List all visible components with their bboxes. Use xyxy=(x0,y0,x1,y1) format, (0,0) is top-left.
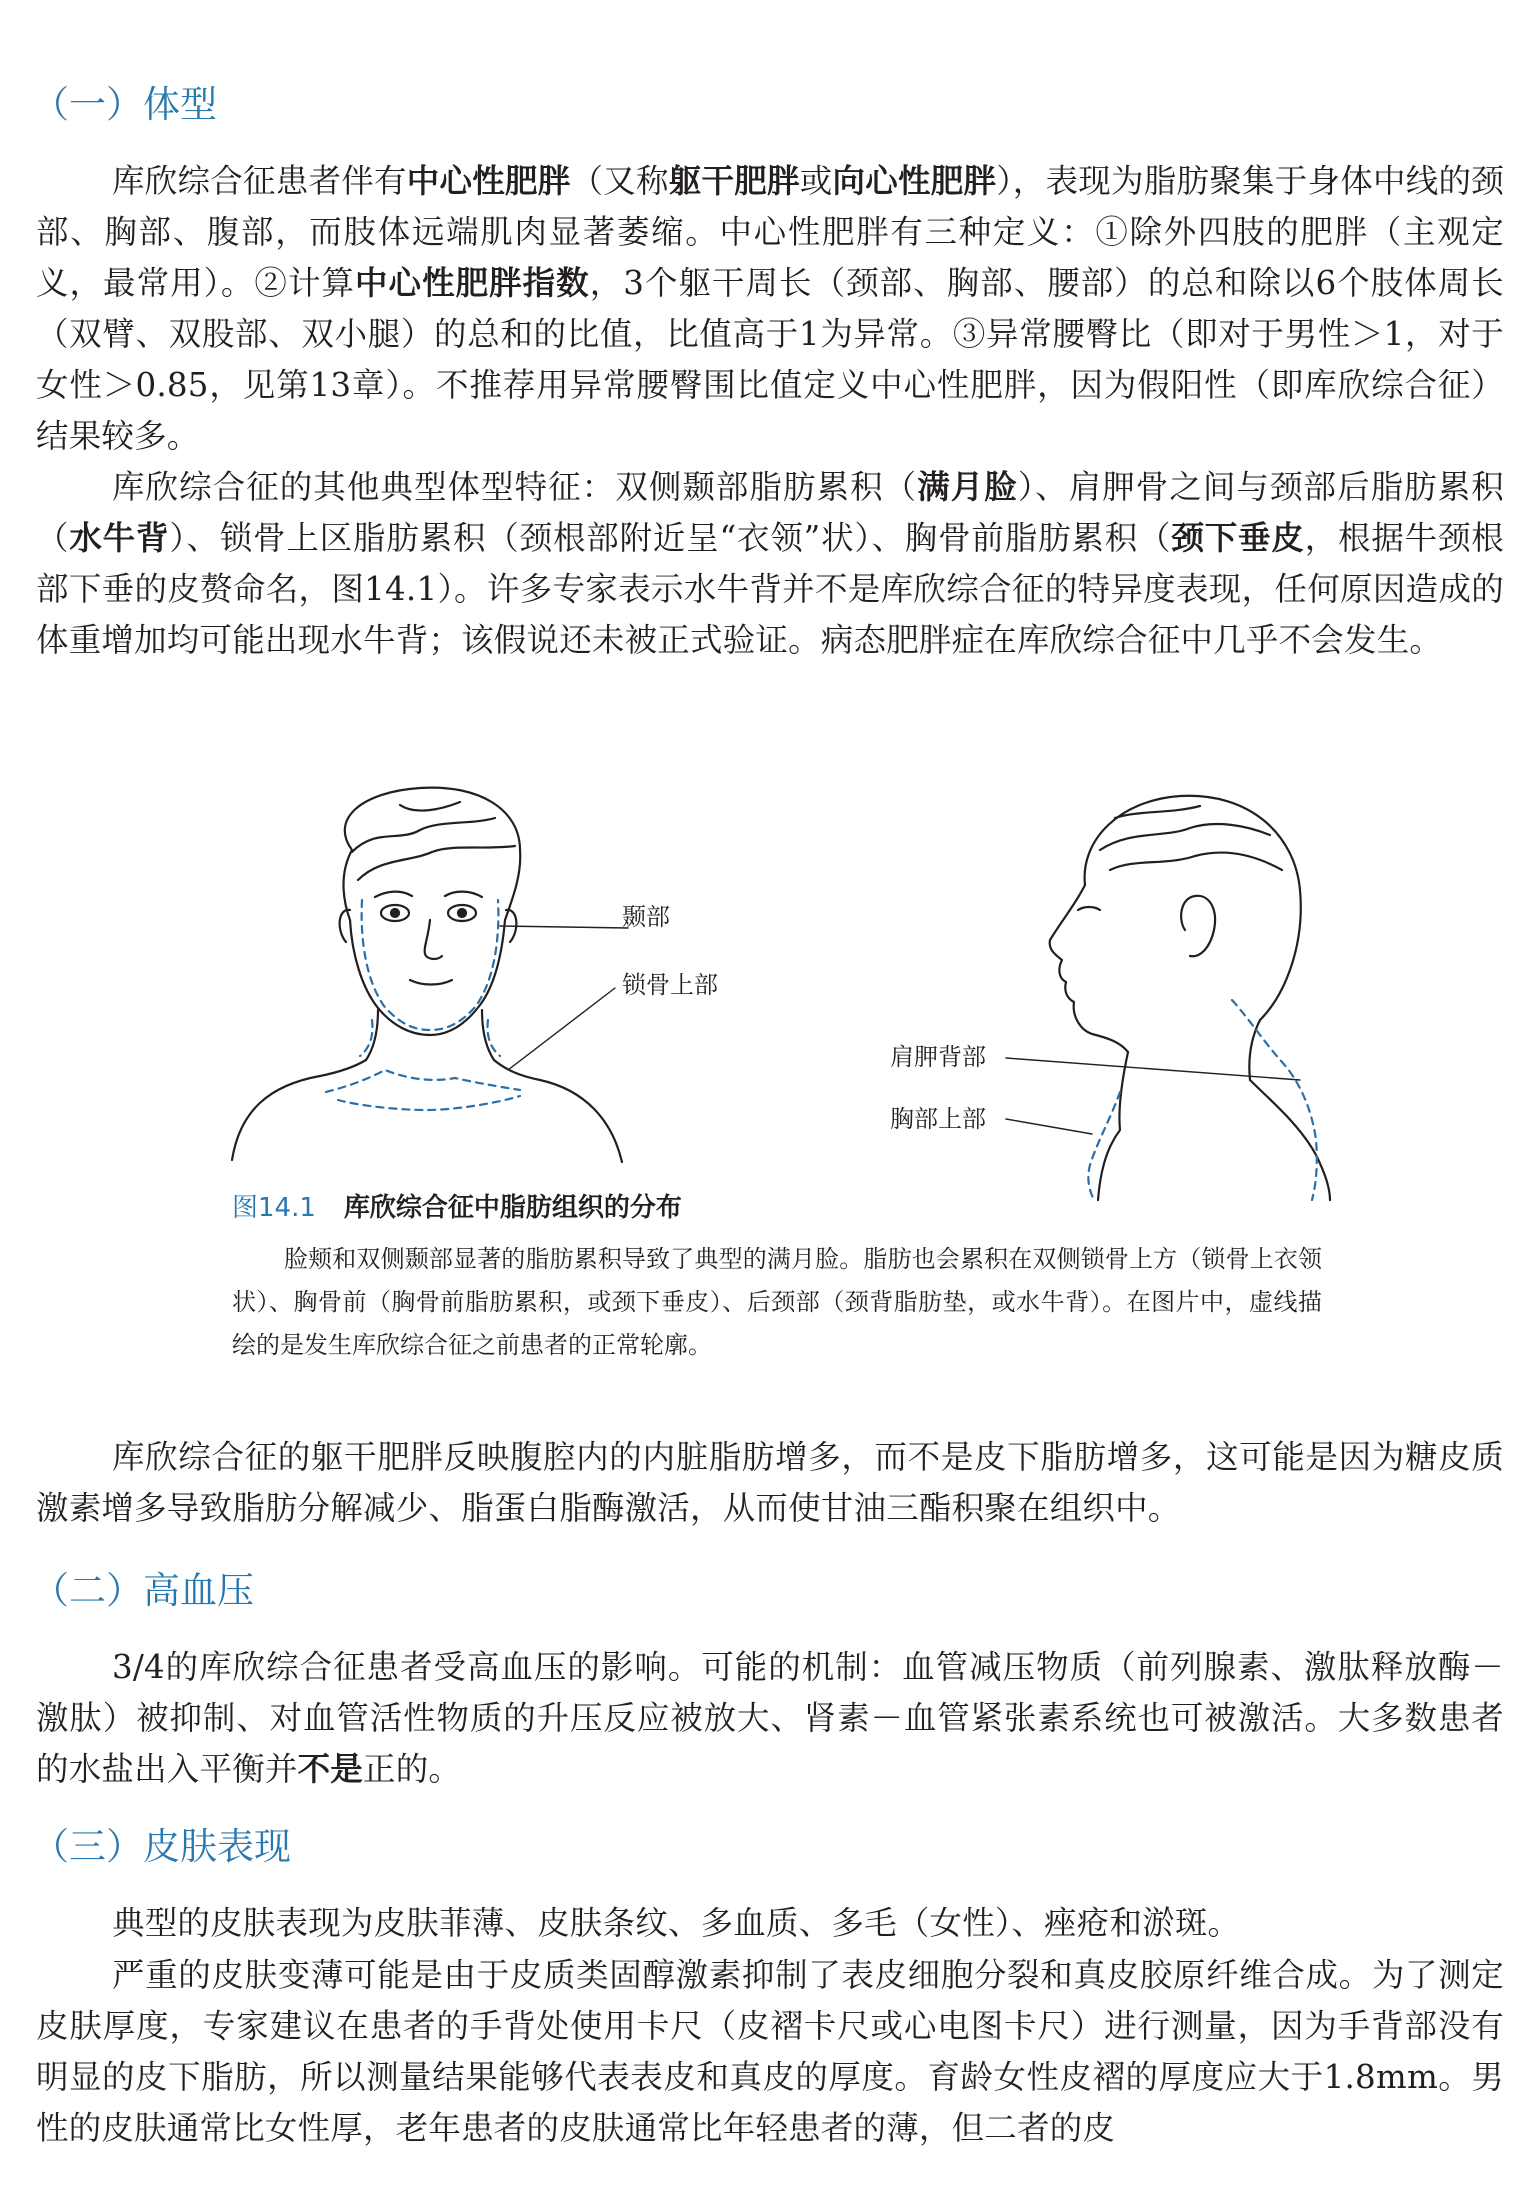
side-dashed-back xyxy=(1232,1000,1317,1200)
cushing-illustration xyxy=(0,780,1536,1240)
front-head-outline xyxy=(344,788,521,1035)
figure-fat-distribution xyxy=(0,780,1536,1240)
front-mouth xyxy=(410,980,452,985)
section-heading-body-type: （一）体型 xyxy=(32,83,217,126)
side-hair xyxy=(1100,806,1282,870)
paragraph-skin-typical: 典型的皮肤表现为皮肤菲薄、皮肤条纹、多血质、多毛（女性）、痤疮和淤斑。 xyxy=(112,1904,1241,1942)
label-temporal: 颞部 xyxy=(622,903,670,931)
figure-number: 图14.1 xyxy=(232,1193,316,1223)
leader-chest xyxy=(1006,1119,1092,1134)
figure-caption-body: 脸颊和双侧颞部显著的脂肪累积导致了典型的满月脸。脂肪也会累积在双侧锁骨上方（锁骨上衣领状）、胸骨前（胸骨前脂肪累积，或颈下垂皮）、后颈部（颈背脂肪垫，或水牛背）。在图片中，虚线描绘的是发生库欣综合征之前患者的正常轮廓。 xyxy=(232,1245,1322,1359)
side-eye xyxy=(1078,907,1100,910)
paragraph-trunk-obesity: 库欣综合征的躯干肥胖反映腹腔内的内脏脂肪增多，而不是皮下脂肪增多，这可能是因为糖皮质激素增多导致脂肪分解减少、脂蛋白脂酶激活，从而使甘油三酯积聚在组织中。 xyxy=(36,1438,1504,1527)
leader-temporal xyxy=(500,926,628,928)
eyebrows xyxy=(375,892,482,897)
paragraph-body-features: 库欣综合征的其他典型体型特征：双侧颞部脂肪累积（满月脸）、肩胛骨之间与颈部后脂肪累积（水牛背）、锁骨上区脂肪累积（颈根部附近呈“衣领”状）、胸骨前脂肪累积（颈下垂皮，根据牛颈根部下垂的皮赘命名，图14.1）。许多专家表示水牛背并不是库欣综合征的特异度表现，任何原因造成的体重增加均可能出现水牛背；该假说还未被正式验证。病态肥胖症在库欣综合征中几乎不会发生。 xyxy=(36,468,1505,659)
leader-scapular xyxy=(1006,1058,1300,1080)
side-ear xyxy=(1181,896,1215,956)
paragraph-hypertension: 3/4的库欣综合征患者受高血压的影响。可能的机制：血管减压物质（前列腺素、激肽释放酶－激肽）被抑制、对血管活性物质的升压反应被放大、肾素－血管紧张素系统也可被激活。大多数患者的水盐出入平衡并不是正的。 xyxy=(36,1648,1504,1788)
label-upper-chest: 胸部上部 xyxy=(890,1105,986,1133)
section-heading-skin: （三）皮肤表现 xyxy=(32,1825,291,1868)
figure-caption-title xyxy=(232,1190,682,1226)
side-back xyxy=(1250,1080,1330,1200)
side-head-outline xyxy=(1085,796,1301,1080)
paragraph-skin-thinning: 严重的皮肤变薄可能是由于皮质类固醇激素抑制了表皮细胞分裂和真皮胶原纤维合成。为了测定皮肤厚度，专家建议在患者的手背处使用卡尺（皮褶卡尺或心电图卡尺）进行测量，因为手背部没有明显的皮下脂肪，所以测量结果能够代表表皮和真皮的厚度。育龄女性皮褶的厚度应大于1.8mm。男性的皮肤通常比女性厚，老年患者的皮肤通常比年轻患者的薄，但二者的皮 xyxy=(36,1956,1504,2147)
section-heading-hypertension: （二）高血压 xyxy=(32,1569,254,1612)
front-nose xyxy=(425,920,442,959)
front-shoulders xyxy=(232,1060,622,1162)
label-supraclavicular: 锁骨上部 xyxy=(622,971,718,999)
leader-supraclavicular xyxy=(508,988,615,1070)
side-neck-front xyxy=(1098,1052,1128,1200)
side-face-profile xyxy=(1050,885,1128,1052)
figure-title: 库欣综合征中脂肪组织的分布 xyxy=(343,1193,682,1223)
label-scapular-back: 肩胛背部 xyxy=(890,1043,986,1071)
front-hair-lines xyxy=(352,802,515,880)
paragraph-central-obesity: 库欣综合征患者伴有中心性肥胖（又称躯干肥胖或向心性肥胖），表现为脂肪聚集于身体中线的颈部、胸部、腹部，而肢体远端肌肉显著萎缩。中心性肥胖有三种定义：①除外四肢的肥胖（主观定义，最常用）。②计算中心性肥胖指数，3个躯干周长（颈部、胸部、腰部）的总和除以6个肢体周长（双臂、双股部、双小腿）的总和的比值，比值高于1为异常。③异常腰臀比（即对于男性＞1，对于女性＞0.85，见第13章）。不推荐用异常腰臀围比值定义中心性肥胖，因为假阳性（即库欣综合征）结果较多。 xyxy=(36,162,1504,455)
side-dashed-chest xyxy=(1088,1092,1120,1200)
